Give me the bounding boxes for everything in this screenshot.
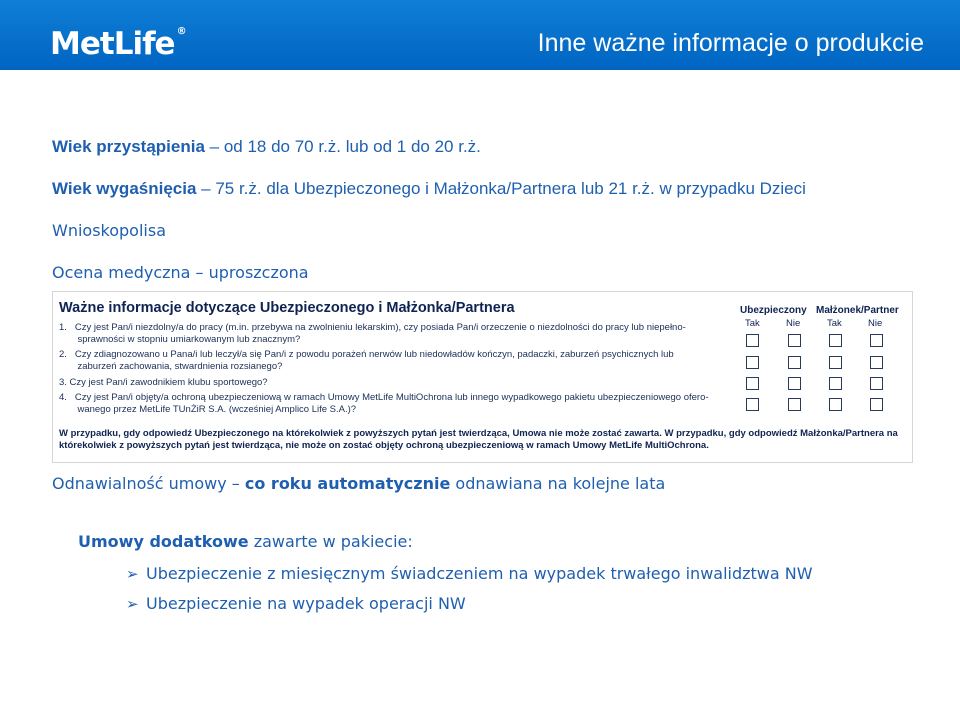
column-insured: Ubezpieczony xyxy=(740,305,807,316)
q2-insured-no-checkbox[interactable] xyxy=(788,356,801,369)
q2-spouse-no-checkbox[interactable] xyxy=(870,356,883,369)
slide-title: Inne ważne informacje o produkcie xyxy=(537,29,924,57)
renewal-line: Odnawialność umowy – co roku automatycznie odnawiana na kolejne lata xyxy=(52,474,666,493)
q4-spouse-yes-checkbox[interactable] xyxy=(829,398,842,411)
q3-spouse-no-checkbox[interactable] xyxy=(870,377,883,390)
q2-spouse-yes-checkbox[interactable] xyxy=(829,356,842,369)
question-1: 1. Czy jest Pan/i niezdolny/a do pracy (m.in. przebywa na zwolnieniu lekarskim), czy posiada Pan/i orzeczenie o niezdolności do pracy lub niepełno- sprawności w stopniu umiarkowanym lub znacznym? xyxy=(59,322,686,345)
q3-insured-no-checkbox[interactable] xyxy=(788,377,801,390)
q2-insured-yes-checkbox[interactable] xyxy=(746,356,759,369)
q4-insured-no-checkbox[interactable] xyxy=(788,398,801,411)
question-2: 2. Czy zdiagnozowano u Pana/i lub leczył/a się Pan/i z powodu porażeń nerwów lub niedowładów kończyn, padaczki, zaburzeń psychicznych lub zaburzeń zachowania, stwardnienia rozsianego? xyxy=(59,349,674,372)
form-note: W przypadku, gdy odpowiedź Ubezpieczonego na którekolwiek z powyższych pytań jest twierdząca, Umowa nie może zostać zawarta. W przypadku, gdy odpowiedź Małżonka/Partnera na którekolwiek z powyższych pytań jest twierdząca, nie może on zostać objęty ochroną ubezpieczeniową w ramach Umowy MetLife MultiOchrona. xyxy=(59,428,898,451)
question-4: 4. Czy jest Pan/i objęty/a ochroną ubezpieczeniową w ramach Umowy MetLife MultiOchrona lub innego wypadkowego pakietu ubezpieczeniowego ofero- wanego przez MetLife TUnŻiR S.A. (wcześniej Amplico Life S.A.)? xyxy=(59,392,709,415)
list-item: ➢ Ubezpieczenie z miesięcznym świadczeniem na wypadek trwałego inwalidztwa NW xyxy=(126,564,813,583)
additional-contracts: Umowy dodatkowe zawarte w pakiecie: xyxy=(78,532,413,551)
yes-label: Tak xyxy=(745,318,760,329)
arrow-bullet-icon: ➢ xyxy=(126,595,139,613)
q4-insured-yes-checkbox[interactable] xyxy=(746,398,759,411)
medical-assessment: Ocena medyczna – uproszczona xyxy=(52,263,309,282)
question-3: 3. Czy jest Pan/i zawodnikiem klubu sportowego? xyxy=(59,377,268,388)
q1-insured-no-checkbox[interactable] xyxy=(788,334,801,347)
list-item: ➢ Ubezpieczenie na wypadek operacji NW xyxy=(126,594,466,613)
header-bar xyxy=(0,0,960,70)
expiry-line: Wiek wygaśnięcia – 75 r.ż. dla Ubezpieczonego i Małżonka/Partnera lub 21 r.ż. w przypadku Dzieci xyxy=(52,179,806,198)
column-spouse: Małżonek/Partner xyxy=(816,305,899,316)
arrow-bullet-icon: ➢ xyxy=(126,565,139,583)
q3-insured-yes-checkbox[interactable] xyxy=(746,377,759,390)
metlife-logo: MetLife ® xyxy=(50,26,186,62)
q1-spouse-no-checkbox[interactable] xyxy=(870,334,883,347)
form-title: Ważne informacje dotyczące Ubezpieczonego i Małżonka/Partnera xyxy=(59,300,515,316)
medical-questionnaire xyxy=(52,291,913,463)
q1-spouse-yes-checkbox[interactable] xyxy=(829,334,842,347)
yes-label: Tak xyxy=(827,318,842,329)
q4-spouse-no-checkbox[interactable] xyxy=(870,398,883,411)
no-label: Nie xyxy=(786,318,801,329)
no-label: Nie xyxy=(868,318,883,329)
q3-spouse-yes-checkbox[interactable] xyxy=(829,377,842,390)
policy-type: Wnioskopolisa xyxy=(52,221,166,240)
age-line: Wiek przystąpienia – od 18 do 70 r.ż. lub od 1 do 20 r.ż. xyxy=(52,137,481,156)
q1-insured-yes-checkbox[interactable] xyxy=(746,334,759,347)
